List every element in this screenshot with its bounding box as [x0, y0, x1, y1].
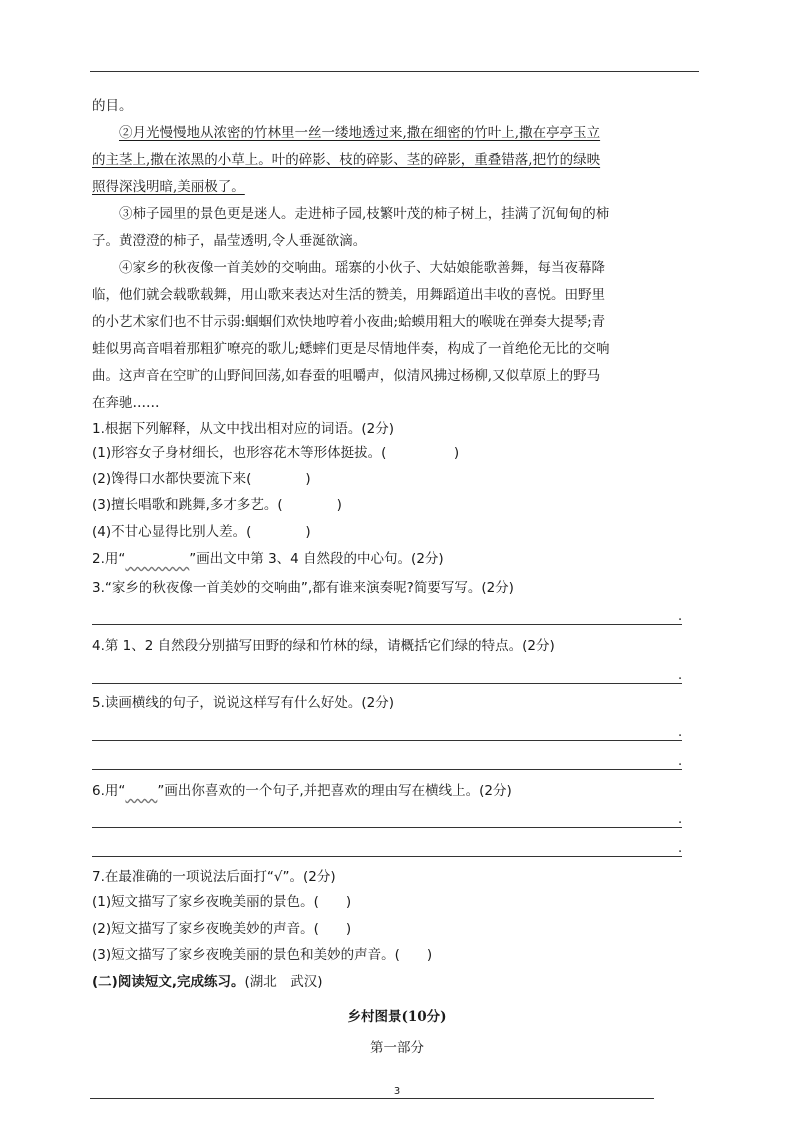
passage-line: 的小艺术家们也不甘示弱:蝈蝈们欢快地哼着小夜曲;蛤蟆用粗大的喉咙在弹奏大提琴;青: [92, 314, 606, 330]
question-6-suffix: ”画出你喜欢的一个句子,并把喜欢的理由写在横线上。(2分): [157, 783, 512, 799]
question-2: [92, 549, 444, 569]
answer-line-dot: .: [678, 841, 683, 856]
passage-line: 子。黄澄澄的柿子，晶莹透明,令人垂涎欲滴。: [92, 233, 367, 249]
passage-line: ③柿子园里的景色更是迷人。走进柿子园,枝繁叶茂的柿子树上，挂满了沉甸甸的柿: [119, 206, 610, 222]
passage-line: 曲。这声音在空旷的山野间回荡,如春蚕的咀嚼声，似清风拂过杨柳,又似草原上的野马: [92, 368, 601, 384]
passage-line: 在奔驰……: [92, 395, 160, 411]
section-2-title: (二)阅读短文,完成练习。: [92, 974, 245, 990]
page-number: 3: [393, 1086, 401, 1097]
answer-line-dot: .: [678, 668, 683, 683]
question-2-prefix: 2.用“: [92, 551, 126, 567]
passage-line: 临，他们就会载歌载舞，用山歌来表达对生活的赞美，用舞蹈道出丰收的喜悦。田野里: [92, 287, 605, 303]
wavy-line-mark: [125, 781, 157, 801]
question-7: 7.在最准确的一项说法后面打“√”。(2分): [92, 869, 336, 885]
passage-title: 乡村图景(10分): [347, 1009, 447, 1025]
passage-paragraph-2: [92, 120, 702, 201]
passage-p0-end: 的目。: [92, 98, 133, 114]
footer-rule: [90, 1098, 654, 1099]
passage-paragraph-4: [92, 255, 702, 417]
question-3: 3.“家乡的秋夜像一首美妙的交响曲”,都有谁来演奏呢?简要写写。(2分): [92, 580, 514, 596]
answer-line[interactable]: [92, 740, 682, 741]
answer-line[interactable]: [92, 827, 682, 828]
question-7-3: (3)短文描写了家乡夜晚美丽的景色和美妙的声音。( ): [92, 947, 433, 963]
question-1-2: (2)馋得口水都快要流下来( ): [92, 471, 311, 487]
question-1-3: (3)擅长唱歌和跳舞,多才多艺。( ): [92, 497, 342, 513]
passage-line: 蛙似男高音唱着那粗犷嘹亮的歌儿;蟋蟀们更是尽情地伴奏，构成了一首绝伦无比的交响: [92, 341, 610, 357]
section-2-heading: [92, 972, 323, 992]
question-1-4: (4)不甘心显得比别人差。( ): [92, 524, 311, 540]
passage-line: ④家乡的秋夜像一首美妙的交响曲。瑶寨的小伙子、大姑娘能歌善舞，每当夜幕降: [119, 260, 605, 276]
section-2-source: (湖北 武汉): [244, 974, 323, 990]
question-7-2: (2)短文描写了家乡夜晚美妙的声音。( ): [92, 921, 352, 937]
wavy-line-mark: [125, 549, 189, 569]
question-5: 5.读画横线的句子，说说这样写有什么好处。(2分): [92, 695, 395, 711]
answer-line[interactable]: [92, 769, 682, 770]
question-2-suffix: ”画出文中第 3、4 自然段的中心句。(2分): [189, 551, 444, 567]
answer-line-dot: .: [678, 754, 683, 769]
passage-line: 照得深浅明暗,美丽极了。: [92, 179, 245, 195]
question-4: 4.第 1、2 自然段分别描写田野的绿和竹林的绿，请概括它们绿的特点。(2分): [92, 638, 555, 654]
question-6: [92, 781, 512, 801]
passage-line: ②月光慢慢地从浓密的竹林里一丝一缕地透过来,撒在细密的竹叶上,撒在亭亭玉立: [119, 125, 601, 141]
answer-line-dot: .: [678, 725, 683, 740]
passage-line: 的主茎上,撒在浓黑的小草上。叶的碎影、枝的碎影、茎的碎影，重叠错落,把竹的绿映: [92, 152, 601, 168]
question-6-prefix: 6.用“: [92, 783, 126, 799]
answer-line[interactable]: [92, 683, 682, 684]
answer-line[interactable]: [92, 624, 682, 625]
header-rule: [90, 71, 699, 72]
answer-line[interactable]: [92, 856, 682, 857]
question-1-1: (1)形容女子身材细长，也形容花木等形体挺拔。( ): [92, 445, 460, 461]
question-7-1: (1)短文描写了家乡夜晚美丽的景色。( ): [92, 894, 352, 910]
passage-subtitle: 第一部分: [370, 1040, 424, 1056]
answer-line-dot: .: [678, 609, 683, 624]
answer-line-dot: .: [678, 812, 683, 827]
passage-paragraph-3: [92, 201, 702, 255]
question-1: 1.根据下列解释，从文中找出相对应的词语。(2分): [92, 421, 395, 437]
